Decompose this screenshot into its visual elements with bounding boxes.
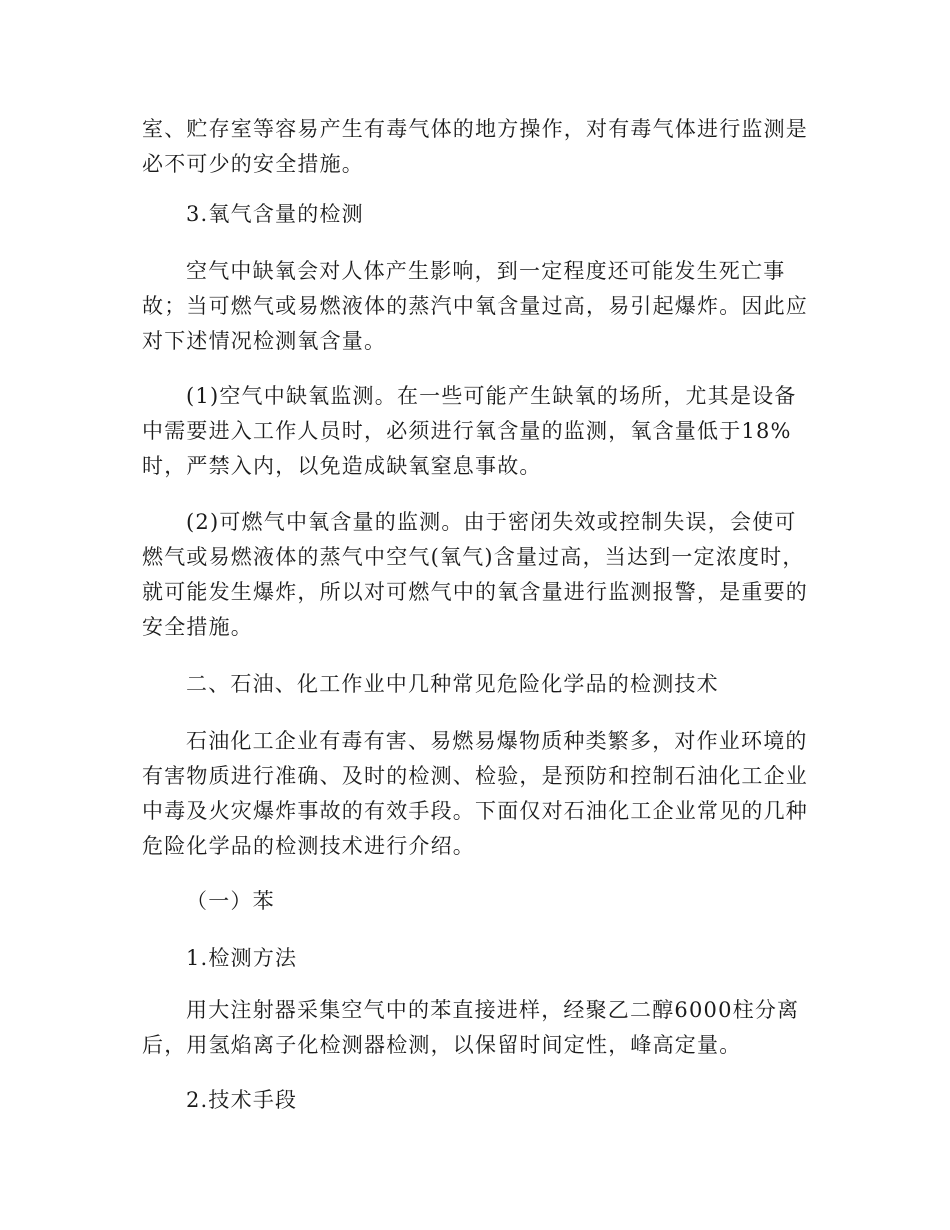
heading-oxygen-detection: 3.氧气含量的检测 (186, 202, 364, 226)
paragraph-toxic-gas-monitoring-end: 室、贮存室等容易产生有毒气体的地方操作，对有毒气体进行监测是必不可少的安全措施。 (142, 117, 808, 176)
heading-detection-method: 1.检测方法 (186, 946, 298, 970)
heading-benzene: （一）苯 (186, 889, 275, 913)
paragraph-oxygen-intro: 空气中缺氧会对人体产生影响，到一定程度还可能发生死亡事故；当可燃气或易燃液体的蒸汽中氧含量过高，易引起爆炸。因此应对下述情况检测氧含量。 (142, 259, 808, 353)
heading-technical-means: 2.技术手段 (186, 1088, 298, 1112)
heading-section-two: 二、石油、化工作业中几种常见危险化学品的检测技术 (186, 672, 719, 696)
paragraph-oxygen-deficiency: (1)空气中缺氧监测。在一些可能产生缺氧的场所，尤其是设备中需要进入工作人员时，必须进行氧含量的监测，氧含量低于18%时，严禁入内，以免造成缺氧窒息事故。 (142, 384, 797, 478)
paragraph-benzene-method: 用大注射器采集空气中的苯直接进样，经聚乙二醇6000柱分离后，用氢焰离子化检测器检测，以保留时间定性，峰高定量。 (142, 998, 800, 1057)
paragraph-petrochemical-intro: 石油化工企业有毒有害、易燃易爆物质种类繁多，对作业环境的有害物质进行准确、及时的检测、检验，是预防和控制石油化工企业中毒及火灾爆炸事故的有效手段。下面仅对石油化工企业常见的几种危险化学品的检测技术进行介绍。 (142, 729, 808, 858)
paragraph-oxygen-in-flammable-gas: (2)可燃气中氧含量的监测。由于密闭失效或控制失误，会使可燃气或易燃液体的蒸气中空气(氧气)含量过高，当达到一定浓度时，就可能发生爆炸，所以对可燃气中的氧含量进行监测报警，是重要的安全措施。 (142, 510, 808, 639)
